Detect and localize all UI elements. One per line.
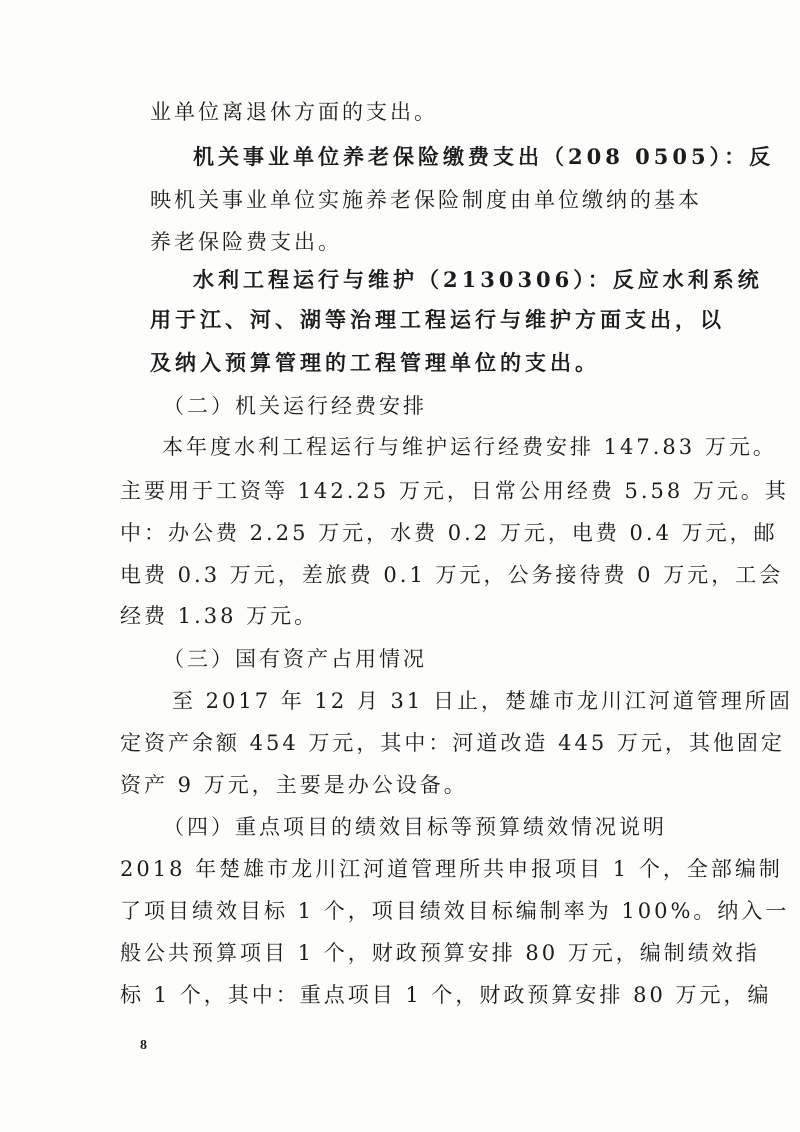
paragraph-line: 资产 9 万元，主要是办公设备。	[120, 773, 468, 797]
paragraph-line: 2018 年楚雄市龙川江河道管理所共申报项目 1 个，全部编制	[120, 857, 783, 881]
page-number: 8	[140, 1038, 147, 1053]
paragraph-line: 主要用于工资等 142.25 万元，日常公用经费 5.58 万元。其	[120, 479, 789, 503]
section-heading: （二）机关运行经费安排	[163, 394, 427, 418]
paragraph-line: 养老保险费支出。	[150, 230, 342, 254]
paragraph-line: 般公共预算项目 1 个，财政预算安排 80 万元，编制绩效指	[120, 941, 760, 965]
paragraph-line: 机关事业单位养老保险缴费支出（208 0505）：反	[193, 144, 775, 169]
paragraph-line: 水利工程运行与维护（2130306）：反应水利系统	[193, 267, 763, 292]
paragraph-line: 电费 0.3 万元，差旅费 0.1 万元，公务接待费 0 万元，工会	[120, 563, 784, 587]
paragraph-line: 业单位离退休方面的支出。	[150, 100, 438, 124]
paragraph-line: 本年度水利工程运行与维护运行经费安排 147.83 万元。	[162, 435, 777, 459]
paragraph-line: 了项目绩效目标 1 个，项目绩效目标编制率为 100%。纳入一	[120, 899, 790, 923]
paragraph-line: 及纳入预算管理的工程管理单位的支出。	[150, 350, 600, 375]
paragraph-line: 用于江、河、湖等治理工程运行与维护方面支出，以	[150, 307, 725, 332]
paragraph-line: 标 1 个，其中：重点项目 1 个，财政预算安排 80 万元，编	[120, 983, 772, 1007]
paragraph-line: 中：办公费 2.25 万元，水费 0.2 万元，电费 0.4 万元，邮	[120, 521, 778, 545]
paragraph-line: 映机关事业单位实施养老保险制度由单位缴纳的基本	[150, 188, 702, 212]
paragraph-line: 定资产余额 454 万元，其中：河道改造 445 万元，其他固定	[120, 731, 785, 755]
section-heading: （三）国有资产占用情况	[163, 647, 427, 671]
paragraph-line: 经费 1.38 万元。	[120, 604, 319, 628]
paragraph-line: 至 2017 年 12 月 31 日止，楚雄市龙川江河道管理所固	[172, 689, 793, 713]
section-heading: （四）重点项目的绩效目标等预算绩效情况说明	[163, 815, 667, 839]
